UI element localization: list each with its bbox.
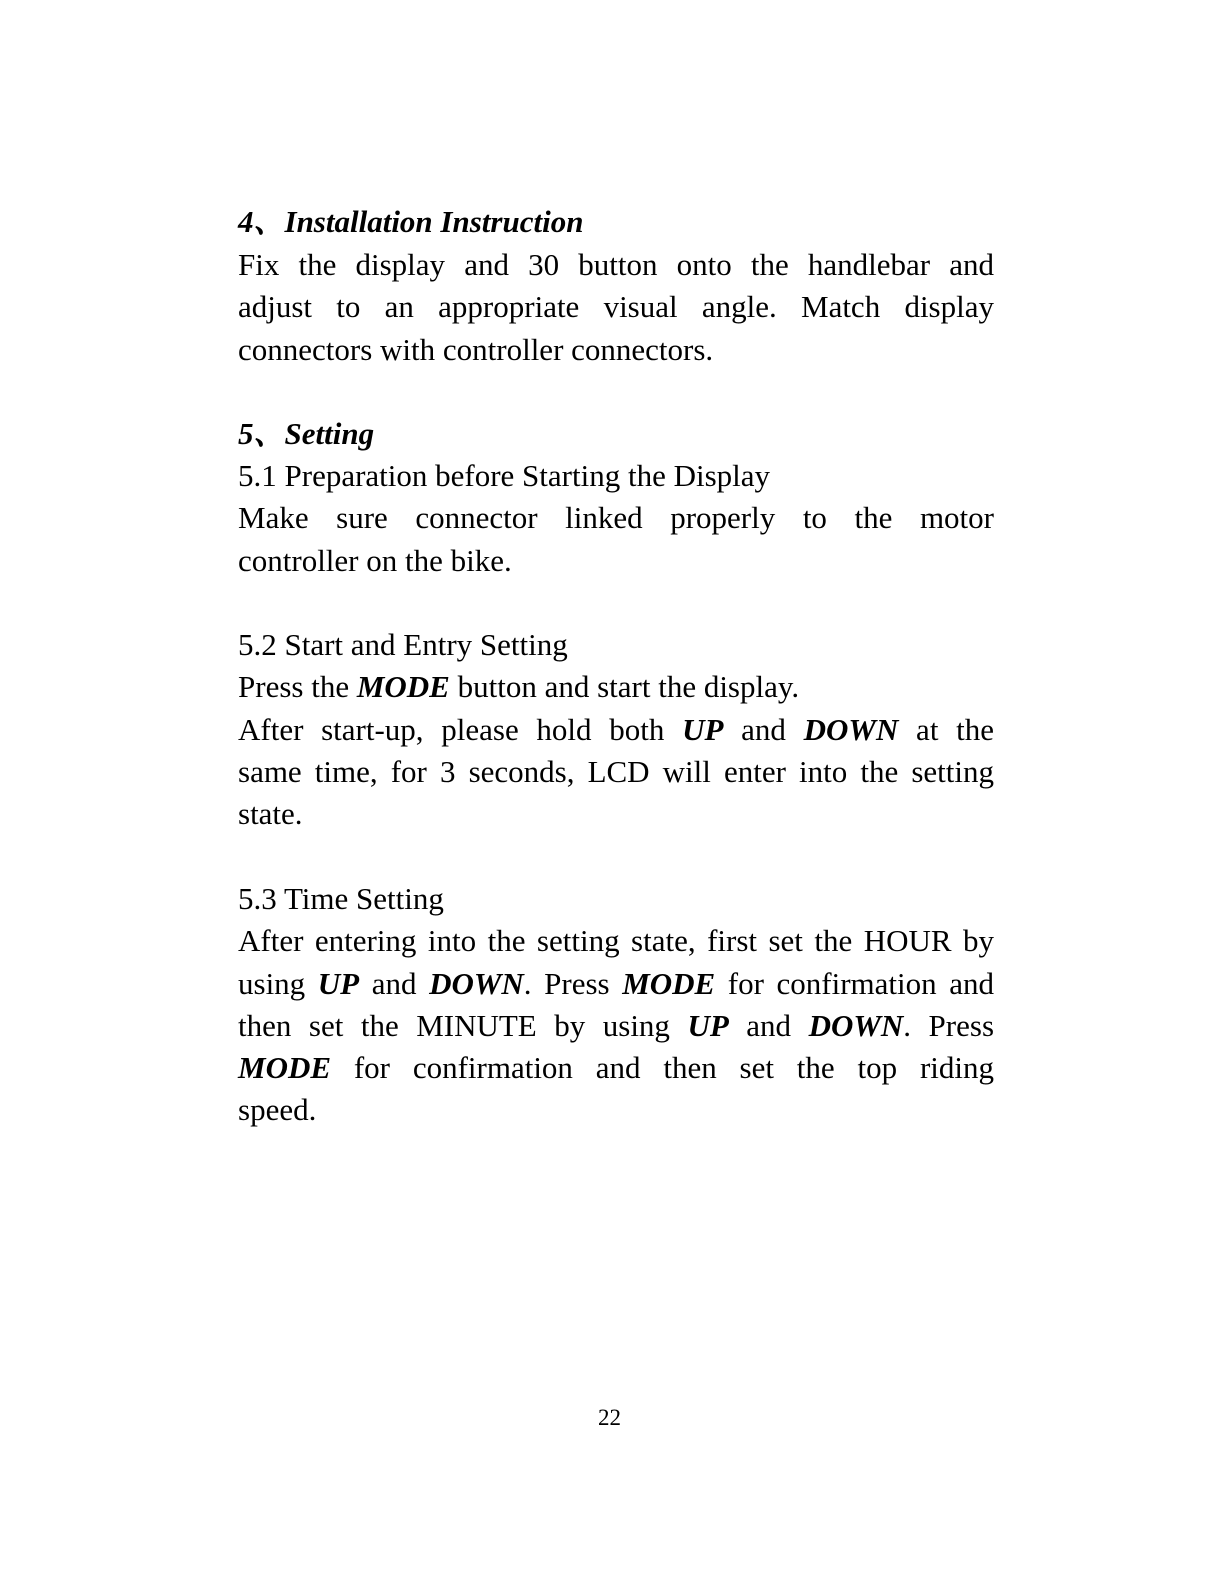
section-4-line-2: adjust to an appropriate visual angle. Match display: [238, 289, 994, 325]
mode-keyword: MODE: [622, 965, 716, 1001]
text-fragment: for confirmation and: [715, 965, 995, 1001]
subsection-5-2-line-1: [238, 666, 994, 708]
section-5-heading: 5、Setting: [238, 416, 375, 451]
mode-keyword: MODE: [238, 1050, 332, 1086]
text-fragment: using: [238, 965, 318, 1001]
subsection-5-3-line-3: [238, 1005, 994, 1047]
subsection-5-1-line-1: Make sure connector linked properly to the motor: [238, 500, 994, 536]
subsection-5-1: [238, 455, 994, 582]
subsection-5-3-line-5: speed.: [238, 1092, 317, 1128]
text-fragment: Press the: [238, 669, 357, 705]
text-fragment: and: [723, 711, 804, 747]
section-4-body: [238, 244, 994, 371]
subsection-5-3-line-2: [238, 963, 994, 1005]
section-4-heading: 4、Installation Instruction: [238, 204, 584, 239]
text-fragment: After start-up, please hold both: [238, 711, 683, 747]
text-fragment: at the: [898, 711, 995, 747]
subsection-5-3-line-4: [238, 1047, 994, 1089]
text-fragment: . Press: [903, 1007, 995, 1043]
text-fragment: and: [359, 965, 430, 1001]
text-fragment: button and start the display.: [449, 669, 800, 705]
subsection-5-2-title: 5.2 Start and Entry Setting: [238, 627, 568, 662]
page-number: 22: [598, 1405, 621, 1430]
subsection-5-2-line-2: [238, 709, 994, 751]
subsection-5-2-line-4: state.: [238, 796, 303, 832]
up-keyword: UP: [682, 711, 724, 747]
subsection-5-3: [238, 878, 994, 1132]
down-keyword: DOWN: [429, 965, 524, 1001]
section-4-line-3: connectors with controller connectors.: [238, 331, 714, 367]
text-fragment: for confirmation and then set the top riding: [331, 1050, 994, 1086]
section-4-line-1: Fix the display and 30 button onto the handlebar and: [238, 247, 994, 282]
up-keyword: UP: [317, 965, 360, 1001]
mode-keyword: MODE: [356, 669, 450, 705]
subsection-5-3-title: 5.3 Time Setting: [238, 881, 444, 916]
subsection-5-2-line-3: same time, for 3 seconds, LCD will enter into the setting: [238, 753, 994, 789]
text-fragment: and: [728, 1007, 809, 1043]
subsection-5-2: [238, 624, 994, 835]
down-keyword: DOWN: [808, 1007, 904, 1043]
subsection-5-1-title: 5.1 Preparation before Starting the Display: [238, 458, 771, 493]
text-fragment: then set the MINUTE by using: [238, 1007, 688, 1043]
subsection-5-3-line-1: After entering into the setting state, first set the HOUR by: [238, 923, 994, 959]
text-fragment: . Press: [523, 965, 623, 1001]
up-keyword: UP: [687, 1007, 729, 1043]
subsection-5-1-line-2: controller on the bike.: [238, 542, 512, 578]
down-keyword: DOWN: [803, 711, 899, 747]
